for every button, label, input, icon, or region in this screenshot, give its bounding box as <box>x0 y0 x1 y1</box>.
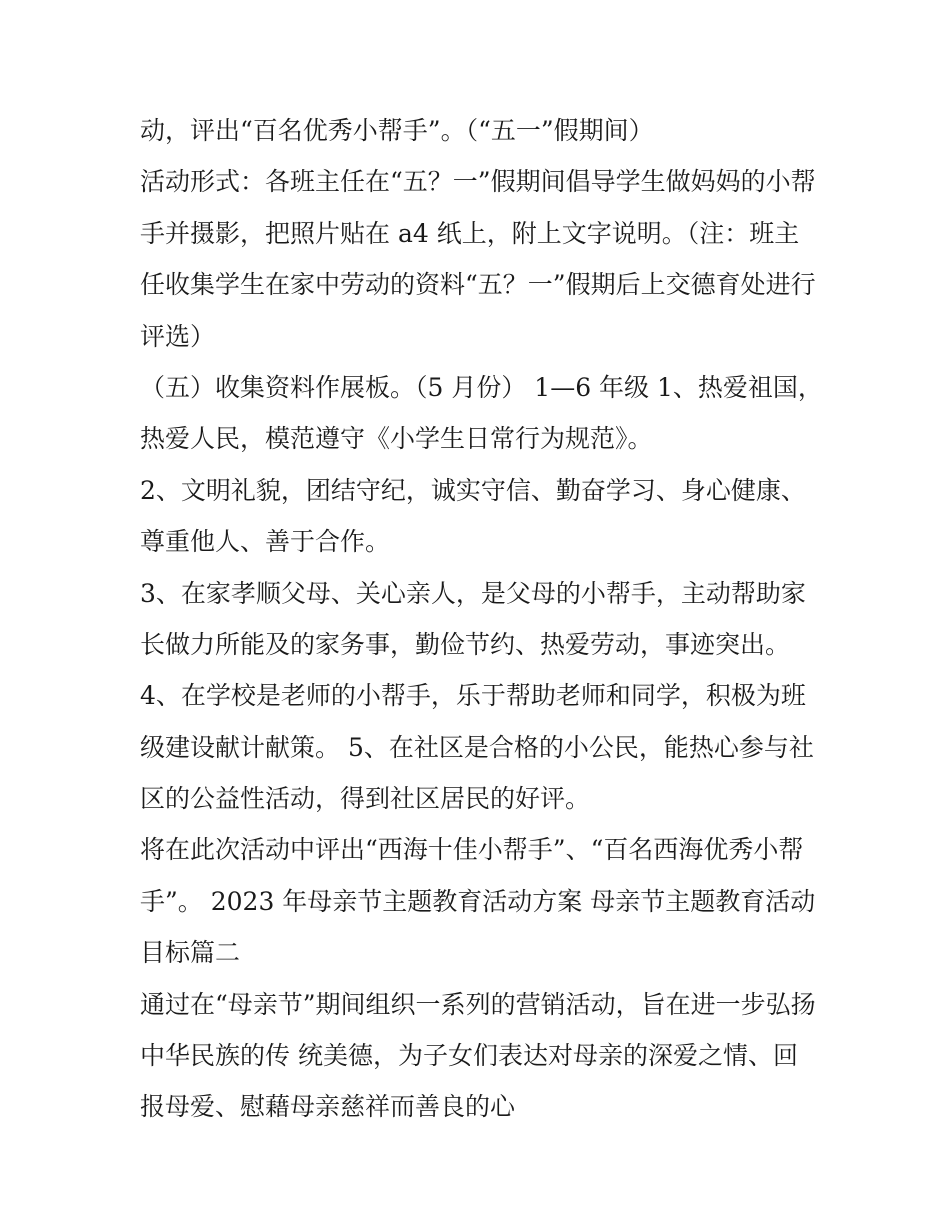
text-line: 级建设献计献策。 5、在社区是合格的小公民，能热心参与社 <box>140 732 814 762</box>
text-line: 报母爱、慰藉母亲慈祥而善良的心 <box>140 1092 516 1122</box>
text-line: 中华民族的传 统美德，为子女们表达对母亲的深爱之情、回 <box>140 1041 798 1071</box>
text-line: 长做力所能及的家务事，勤俭节约、热爱劳动，事迹突出。 <box>140 629 791 659</box>
text-line: 3、在家孝顺父母、关心亲人，是父母的小帮手，主动帮助家 <box>140 578 806 608</box>
text-line: 手并摄影，把照片贴在 a4 纸上，附上文字说明。（注：班主 <box>140 218 800 248</box>
text-line: （五）收集资料作展板。（5 月份） 1—6 年级 1、热爱祖国， <box>140 372 823 402</box>
text-line: 活动形式：各班主任在“五？一”假期间倡导学生做妈妈的小帮 <box>140 167 816 197</box>
text-line: 目标篇二 <box>140 938 241 968</box>
document-body <box>140 105 823 1133</box>
text-line: 任收集学生在家中劳动的资料“五？一”假期后上交德育处进行 <box>140 270 816 300</box>
text-line: 尊重他人、善于合作。 <box>140 527 391 557</box>
text-line: 评选） <box>140 321 216 351</box>
text-line: 动，评出“百名优秀小帮手”。（“五一”假期间） <box>140 116 654 145</box>
text-line: 通过在“母亲节”期间组织一系列的营销活动，旨在进一步弘扬 <box>140 989 816 1019</box>
text-line: 将在此次活动中评出“西海十佳小帮手”、“百名西海优秀小帮 <box>140 835 804 865</box>
text-line: 手”。 2023 年母亲节主题教育活动方案 母亲节主题教育活动 <box>140 886 816 916</box>
text-line: 2、文明礼貌，团结守纪，诚实守信、勤奋学习、身心健康、 <box>140 475 806 505</box>
text-line: 热爱人民，模范遵守《小学生日常行为规范》。 <box>140 424 653 454</box>
text-line: 4、在学校是老师的小帮手，乐于帮助老师和同学，积极为班 <box>140 681 806 711</box>
text-line: 区的公益性活动，得到社区居民的好评。 <box>140 784 591 814</box>
